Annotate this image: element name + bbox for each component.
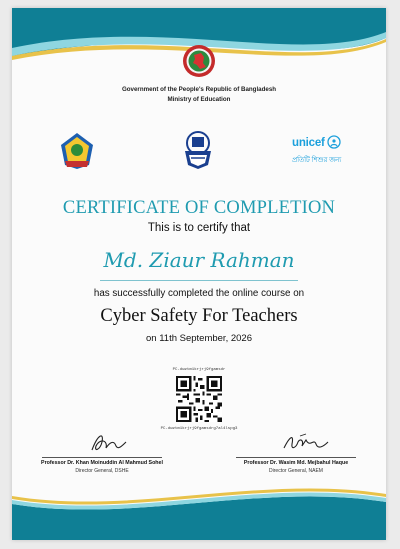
certify-intro: This is to certify that [147,222,251,234]
bottom-wave-decoration [12,480,386,540]
signatory-1-name: Professor Dr. Khan Moinuddin Al Mahmud Sohel [41,460,163,466]
signature-2-line [236,457,356,458]
unicef-tagline: প্রতিটি শিশুর জন্য [292,157,342,164]
signatory-1-title: Director General, DSHE [75,468,129,474]
certificate-id-bottom: PC-dwztm1krjrj9fgamsdrg7al4lspg3 [160,427,238,431]
completion-date: on 11th September, 2026 [146,333,252,344]
naem-logo-icon [181,129,215,171]
certificate-id-top: PC-dwztm1krjrj9fgamsdr [172,368,226,372]
qr-code-icon[interactable] [176,376,222,422]
signatory-2-name: Professor Dr. Wasim Md. Mejbahul Haque [243,460,349,466]
name-underline [100,280,298,281]
ministry-name: Ministry of Education [167,96,231,103]
unicef-globe-icon [327,135,341,149]
completion-text: has successfully completed the online course on [93,288,305,299]
government-name: Government of the People's Republic of Bangladesh [121,86,277,93]
recipient-name: Md. Ziaur Rahman [103,248,295,272]
bangladesh-emblem-icon [182,44,216,78]
signature-1-line [42,457,162,458]
unicef-wordmark: unicef [292,137,325,149]
signature-2-icon [280,428,330,456]
course-title: Cyber Safety For Teachers [100,306,298,326]
signature-1-icon [86,428,136,456]
dshe-logo-icon [59,131,95,171]
certificate-page [12,8,386,540]
certificate-title: CERTIFICATE OF COMPLETION [62,198,336,218]
signatory-2-title: Director General, NAEM [269,468,323,474]
